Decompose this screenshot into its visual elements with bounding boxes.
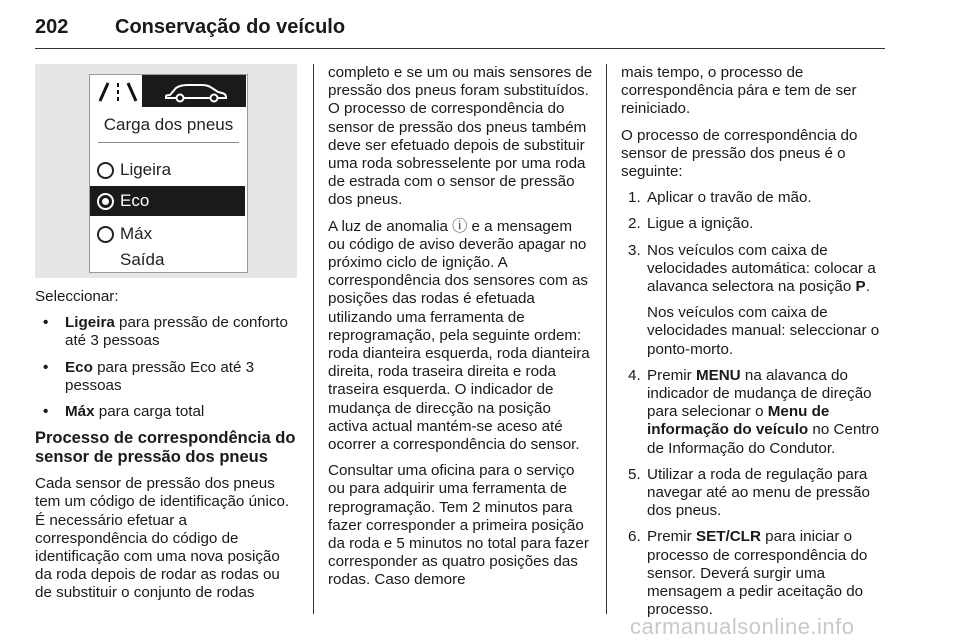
menu-option-label: Máx (120, 224, 153, 243)
step-text: no Centro de Informação do Condutor. (647, 421, 880, 457)
display-illustration (35, 64, 297, 278)
list-item (43, 403, 297, 421)
option-description: para pressão de conforto até 3 pessoas (65, 314, 288, 350)
step-text: para iniciar o processo de correspondência do sensor. Deverá surgir uma mensagem a pedir aceitação do processo. (647, 528, 868, 619)
menu-title-divider (98, 142, 239, 143)
step-list (621, 189, 886, 619)
step-note: Nos veículos com caixa de velocidades manual: seleccionar o ponto-morto. (647, 304, 880, 358)
step-bold: MENU (695, 366, 741, 384)
list-item (43, 359, 297, 395)
step-number: 2. (628, 215, 641, 233)
list-item (621, 189, 886, 207)
select-intro: Seleccionar: (35, 288, 119, 305)
list-item (621, 466, 886, 521)
paragraph: mais tempo, o processo de correspondência pára e tem de ser reiniciado. (621, 64, 857, 118)
paragraph: Cada sensor de pressão dos pneus tem um código de identificação único. É necessário efetuar a correspondência do código de identificação com uma nova posição da roda depois de rodar as rodas ou de substituir o conjunto de rodas (35, 475, 290, 602)
paragraph: A luz de anomalia ⓘ e a mensagem ou código de aviso deverão apagar no próximo ciclo de ignição. A correspondência dos sensores com as posições das rodas é efetuada utilizando uma ferramenta de reprogramação, pela seguinte ordem: roda dianteira esquerda, roda dianteira direita, roda traseira direita e roda traseira esquerda. O indicador de mudança de direcção na posição activa actual mantém-se aceso até ocorrer a correspondência do sensor. (328, 217, 590, 454)
radio-selected-icon (97, 193, 114, 210)
paragraph: O processo de correspondência do sensor de pressão dos pneus é o seguinte: (621, 126, 858, 181)
list-item (621, 367, 886, 458)
bullet-icon: • (43, 314, 49, 332)
step-text: na alavanca do indicador de mudança de direção para selecionar o (647, 366, 872, 421)
step-text: Ligue a ignição. (647, 215, 754, 233)
car-tab (142, 75, 246, 107)
menu-option-label: Eco (120, 191, 150, 210)
option-description: para pressão Eco até 3 pessoas (65, 358, 255, 394)
option-term: Máx (65, 403, 95, 421)
step-number: 6. (628, 528, 641, 546)
column-2 (328, 64, 593, 598)
step-text: Premir (647, 528, 696, 546)
step-text: Premir (647, 366, 696, 384)
step-text: Aplicar o travão de mão. (647, 189, 812, 207)
option-description: para carga total (94, 403, 205, 421)
list-item (43, 314, 297, 350)
menu-option-label: Ligeira (120, 160, 172, 179)
column-3 (621, 64, 886, 627)
watermark: carmanualsonline.info (630, 614, 855, 639)
list-item (621, 242, 886, 359)
radio-icon (97, 226, 114, 243)
column-1 (35, 288, 297, 611)
bullet-icon: • (43, 358, 49, 376)
column-divider (606, 64, 607, 614)
bullet-icon: • (43, 403, 49, 421)
menu-option-ligeira[interactable] (90, 155, 245, 185)
menu-option-max[interactable] (90, 219, 245, 249)
menu-exit[interactable]: Saída (120, 250, 165, 269)
paragraph: completo e se um ou mais sensores de pressão dos pneus foram substituídos. O processo de correspondência do sensor de pressão dos pneus também deve ser efetuado depois de substituir uma roda sobresselente por uma roda de estrada com o sensor de pressão dos pneus. (328, 64, 593, 209)
menu-title: Carga dos pneus (103, 115, 234, 134)
paragraph: Consultar uma oficina para o serviço ou para adquirir uma ferramenta de reprogramação. Tem 2 minutos para fazer corresponder a primeira posição da roda e 5 minutos no total para fazer corresponder as quatro posições das rodas. Caso demore (328, 462, 589, 589)
step-number: 1. (628, 189, 641, 207)
road-lines-icon (96, 79, 148, 103)
step-text: . (865, 278, 870, 296)
list-item (621, 215, 886, 233)
header-rule (35, 48, 885, 49)
car-icon (142, 75, 246, 107)
column-divider (313, 64, 314, 614)
option-list (35, 314, 297, 421)
step-text: Nos veículos com caixa de velocidades automática: colocar a alavanca selectora na posição (647, 241, 876, 296)
chapter-title: Conservação do veículo (115, 16, 346, 38)
step-bold: Menu de informação do veículo (647, 403, 830, 439)
radio-icon (97, 162, 114, 179)
step-number: 3. (628, 241, 641, 259)
page-header (35, 10, 885, 50)
step-number: 4. (628, 366, 641, 384)
section-heading: Processo de correspondência do sensor de pressão dos pneus (35, 429, 296, 467)
step-number: 5. (628, 465, 641, 483)
page-number: 202 (35, 16, 69, 38)
option-term: Ligeira (65, 314, 115, 332)
list-item (621, 528, 886, 619)
display-status-bar (90, 75, 247, 107)
option-term: Eco (65, 358, 93, 376)
step-bold: SET/CLR (695, 528, 761, 546)
step-text: Utilizar a roda de regulação para navegar até ao menu de pressão dos pneus. (647, 465, 870, 520)
menu-option-eco[interactable] (90, 186, 245, 216)
step-bold: P (855, 278, 866, 296)
info-display-screen (89, 74, 248, 273)
